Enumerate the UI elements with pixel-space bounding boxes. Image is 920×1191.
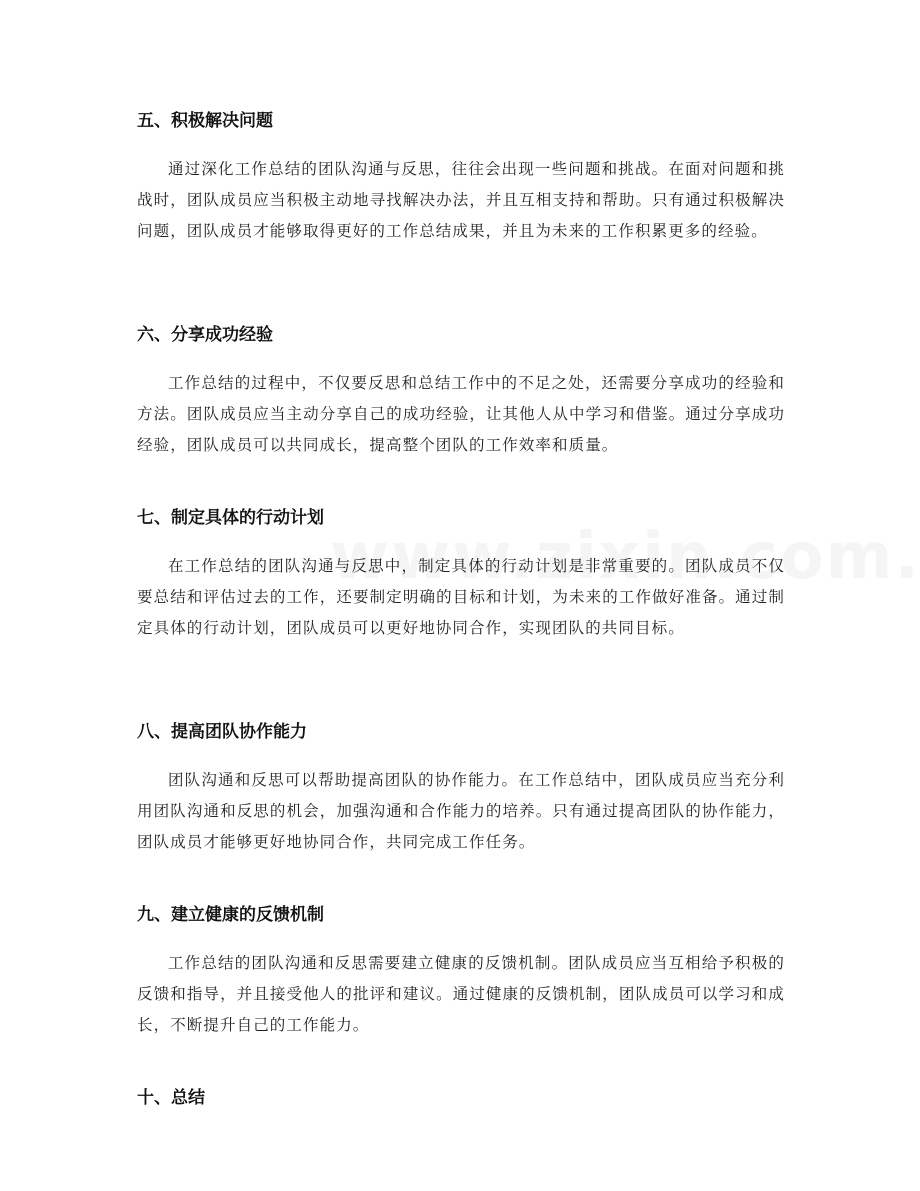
- section-paragraph: 工作总结的过程中，不仅要反思和总结工作中的不足之处，还需要分享成功的经验和方法。团队成员应当主动分享自己的成功经验，让其他人从中学习和借鉴。通过分享成功经验，团队成员可以共同成长，提高整个团队的工作效率和质量。: [137, 374, 785, 454]
- section-paragraph: 工作总结的团队沟通和反思需要建立健康的反馈机制。团队成员应当互相给予积极的反馈和指导，并且接受他人的批评和建议。通过健康的反馈机制，团队成员可以学习和成长，不断提升自己的工作能力。: [137, 954, 785, 1034]
- section-heading: 十、总结: [137, 1088, 205, 1108]
- section-heading: 八、提高团队协作能力: [137, 722, 307, 742]
- document-content: [137, 108, 785, 1131]
- section-heading: 七、制定具体的行动计划: [137, 508, 324, 528]
- section-heading: 九、建立健康的反馈机制: [137, 905, 324, 925]
- section-7: [137, 505, 785, 719]
- section-paragraph: 团队沟通和反思可以帮助提高团队的协作能力。在工作总结中，团队成员应当充分利用团队沟通和反思的机会，加强沟通和合作能力的培养。只有通过提高团队的协作能力，团队成员才能够更好地协同合作，共同完成工作任务。: [137, 771, 785, 851]
- section-paragraph: 在工作总结的团队沟通与反思中，制定具体的行动计划是非常重要的。团队成员不仅要总结和评估过去的工作，还要制定明确的目标和计划，为未来的工作做好准备。通过制定具体的行动计划，团队成员可以更好地协同合作，实现团队的共同目标。: [137, 557, 785, 637]
- section-heading: 六、分享成功经验: [137, 325, 273, 345]
- section-8: [137, 719, 785, 902]
- section-10: [137, 1085, 785, 1111]
- section-5: [137, 108, 785, 322]
- section-6: [137, 322, 785, 505]
- section-9: [137, 902, 785, 1085]
- section-heading: 五、积极解决问题: [137, 111, 273, 131]
- section-paragraph: 通过深化工作总结的团队沟通与反思，往往会出现一些问题和挑战。在面对问题和挑战时，团队成员应当积极主动地寻找解决办法，并且互相支持和帮助。只有通过积极解决问题，团队成员才能够取得更好的工作总结成果，并且为未来的工作积累更多的经验。: [137, 160, 785, 240]
